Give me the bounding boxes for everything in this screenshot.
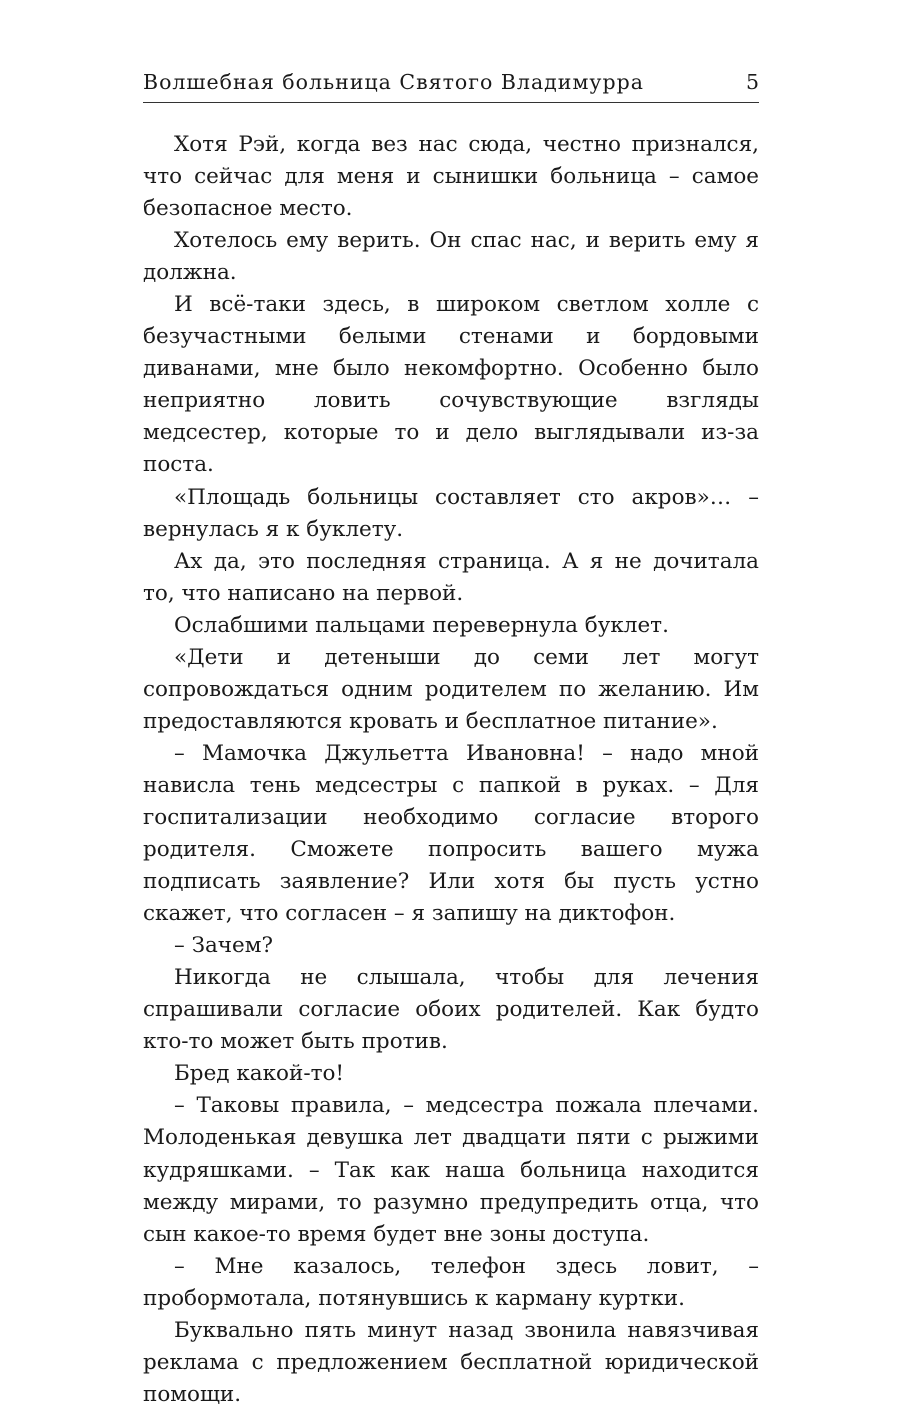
paragraph: Ослабшими пальцами перевернула буклет. [174, 612, 669, 638]
paragraph: – Мамочка Джульетта Ивановна! – надо мной нависла тень медсестры с папкой в руках. – Для госпитализации необходимо согласие второго родителя. Сможете попросить вашего мужа подписать заявление? Или хотя бы пусть устно скажет, что согласен – я запишу на диктофон. [143, 740, 759, 927]
paragraph: И всё-таки здесь, в широком светлом холле с безучастными белыми стенами и бордовыми диванами, мне было некомфортно. Особенно было неприятно ловить сочувствующие взгляды медсестер, которые то и дело выглядывали из-за поста. [143, 292, 759, 478]
paragraph: Хотелось ему верить. Он спас нас, и верить ему я должна. [143, 228, 759, 286]
paragraph: Буквально пять минут назад звонила навязчивая реклама с предложением бесплатной юридической помощи. [143, 1317, 759, 1407]
page-number: 5 [745, 70, 759, 94]
body-text [143, 129, 759, 1411]
paragraph: Ах да, это последняя страница. А я не дочитала то, что написано на первой. [143, 548, 759, 606]
paragraph: – Зачем? [174, 933, 273, 959]
paragraph: «Площадь больницы составляет сто акров»… – вернулась я к буклету. [143, 484, 759, 542]
paragraph: Бред какой-то! [174, 1061, 345, 1087]
running-header [143, 66, 759, 103]
paragraph: – Мне казалось, телефон здесь ловит, – пробормотала, потянувшись к карману куртки. [143, 1253, 759, 1311]
paragraph: – Таковы правила, – медсестра пожала плечами. Молоденькая девушка лет двадцати пяти с рыжими кудряшками. – Так как наша больница находится между мирами, то разумно предупредить отца, что сын какое-то время будет вне зоны доступа. [143, 1093, 759, 1247]
book-title: Волшебная больница Святого Владимурра [143, 70, 644, 94]
paragraph: Хотя Рэй, когда вез нас сюда, честно признался, что сейчас для меня и сынишки больница – самое безопасное место. [143, 132, 759, 222]
paragraph: Никогда не слышала, чтобы для лечения спрашивали согласие обоих родителей. Как будто кто-то может быть против. [143, 965, 759, 1055]
paragraph: «Дети и детеныши до семи лет могут сопровождаться одним родителем по желанию. Им предоставляются кровать и бесплатное питание». [143, 644, 759, 734]
